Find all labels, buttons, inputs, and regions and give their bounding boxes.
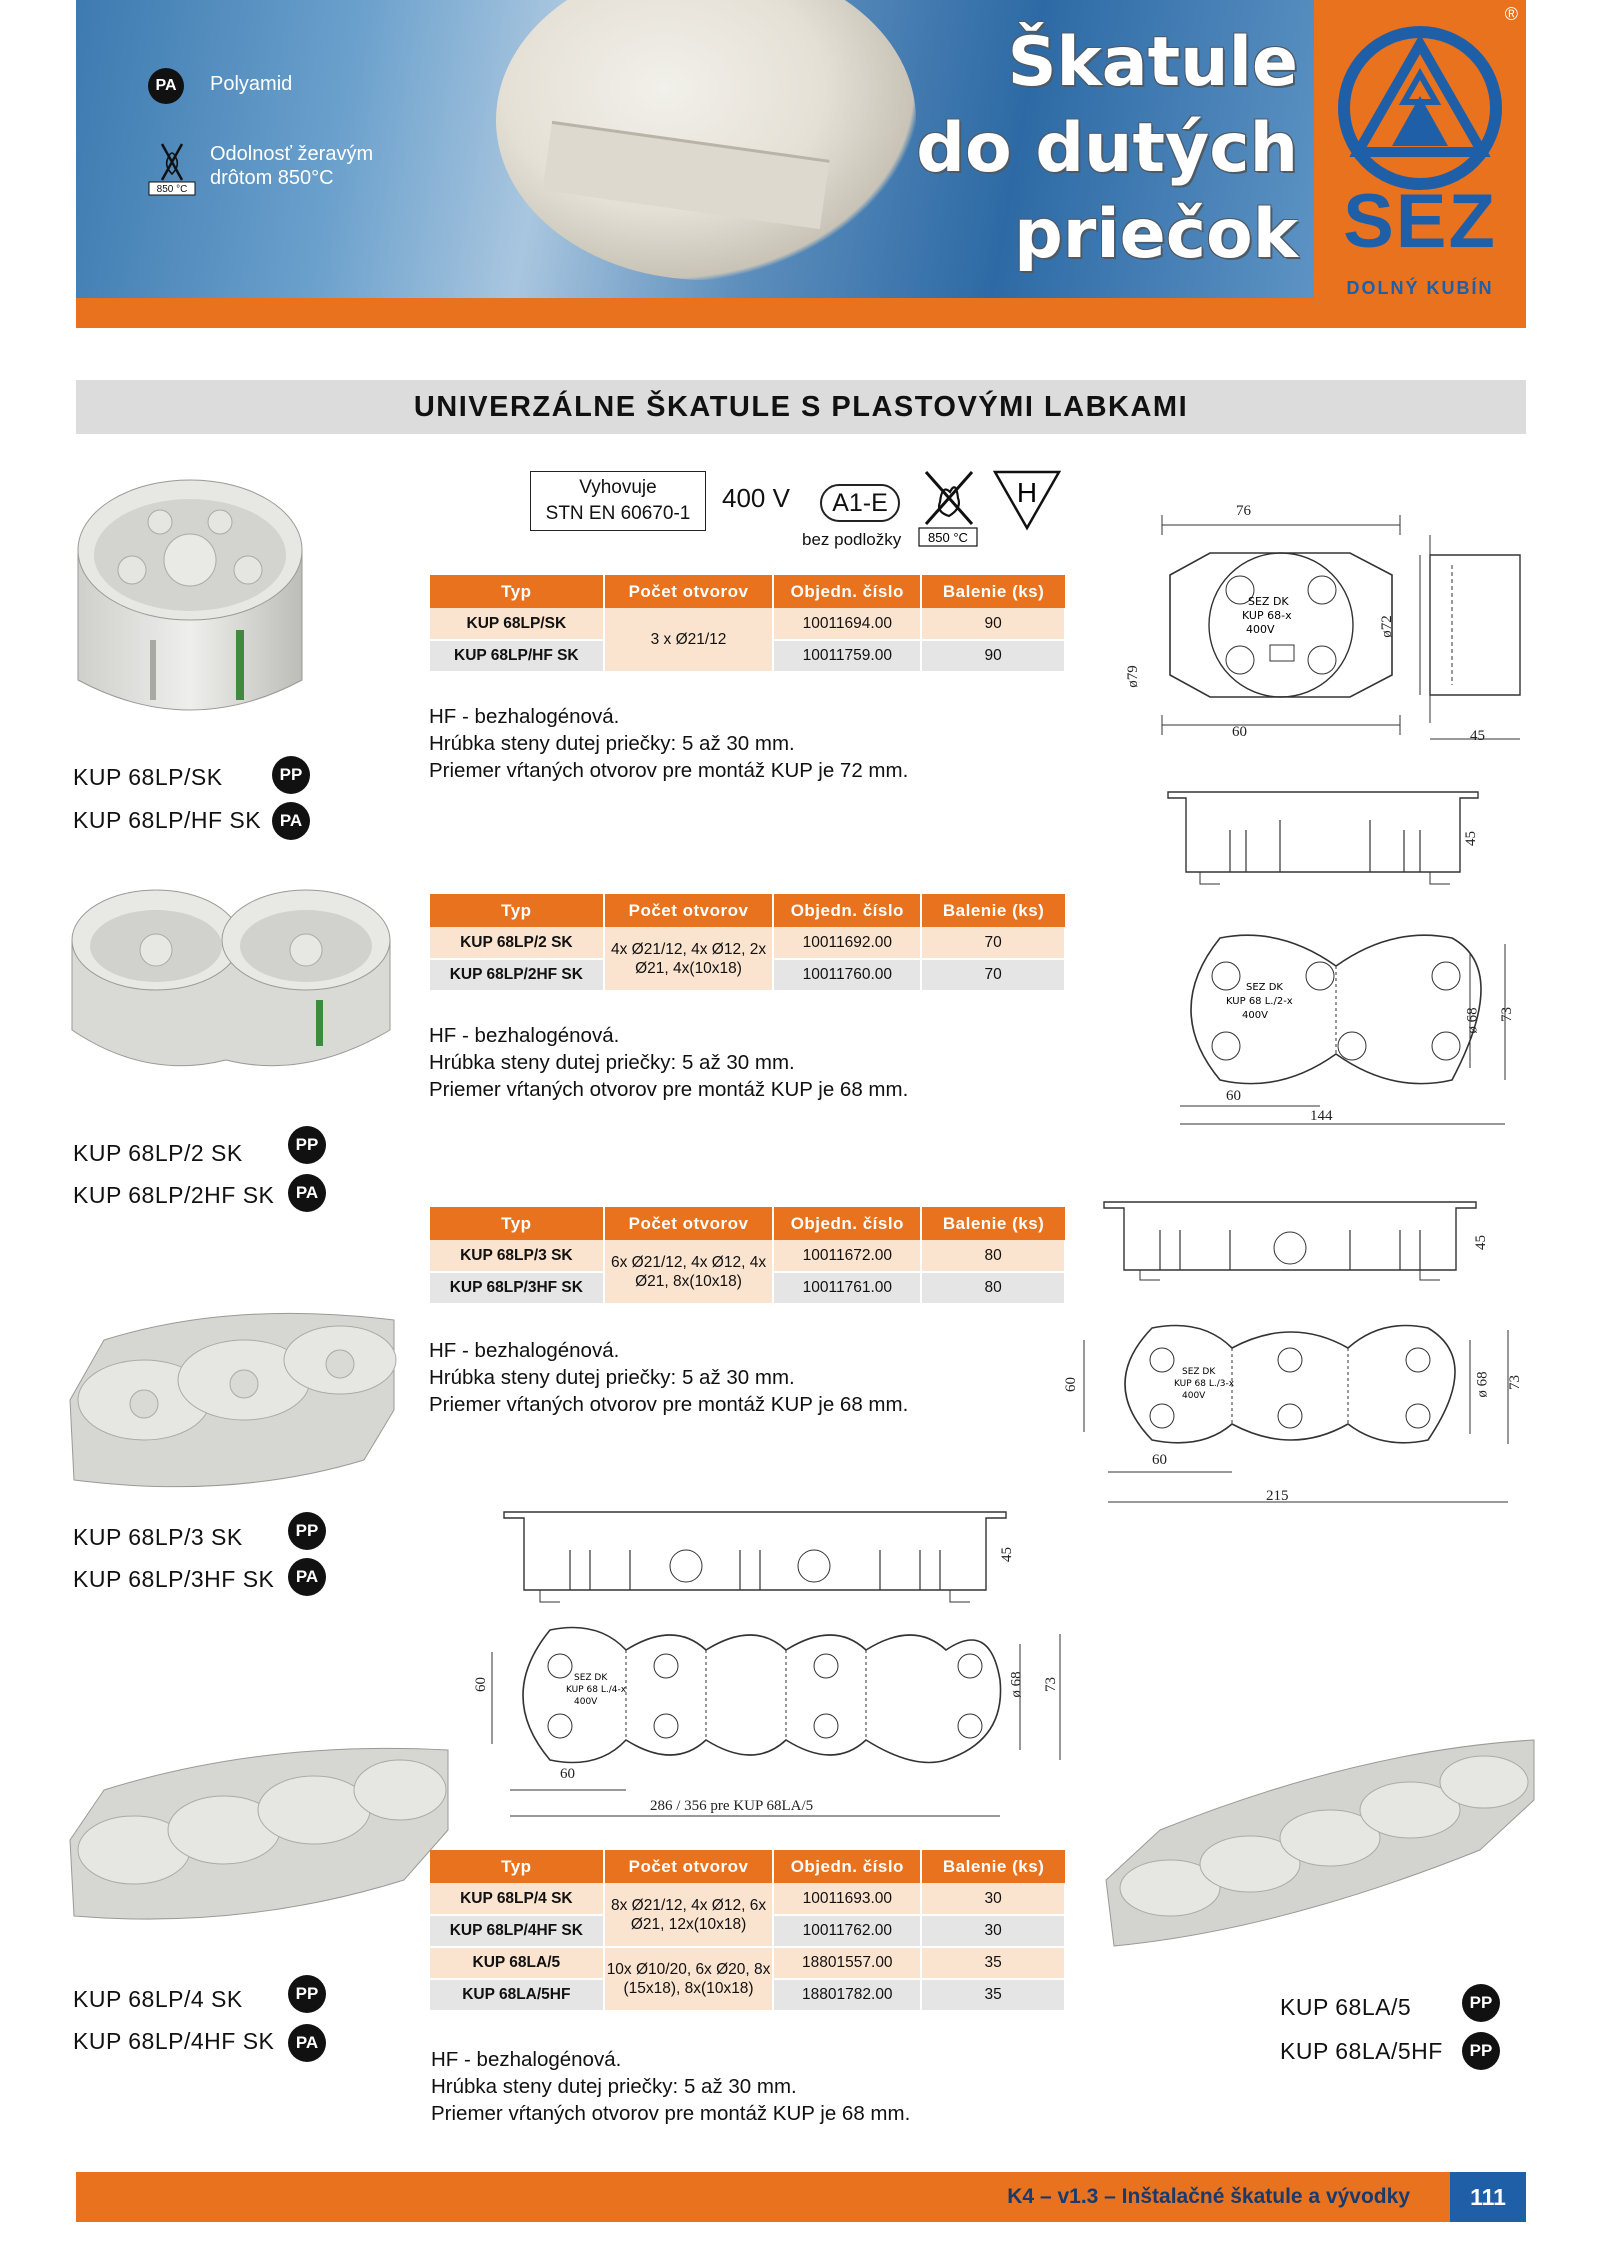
col-pack: Balenie (ks) bbox=[921, 575, 1065, 608]
material-badge: PP bbox=[288, 1975, 326, 2013]
cell-holes: 6x Ø21/12, 4x Ø12, 4x Ø21, 8x(10x18) bbox=[604, 1240, 774, 1304]
note-line: Priemer vŕtaných otvorov pre montáž KUP je 72 mm. bbox=[429, 759, 909, 782]
cell-pack: 30 bbox=[921, 1883, 1065, 1915]
product-label: KUP 68LP/SK bbox=[73, 764, 223, 790]
cell-type: KUP 68LA/5 bbox=[430, 1947, 604, 1979]
flame-icon bbox=[918, 468, 980, 553]
table-row bbox=[430, 1947, 1065, 1979]
cell-type: KUP 68LA/5HF bbox=[430, 1979, 604, 2011]
product-label: KUP 68LA/5HF bbox=[1280, 2038, 1443, 2064]
col-holes: Počet otvorov bbox=[604, 575, 774, 608]
title-line3: priečok bbox=[1014, 195, 1298, 274]
col-holes: Počet otvorov bbox=[604, 1207, 774, 1240]
dim-286: 286 / 356 pre KUP 68LA/5 bbox=[650, 1798, 814, 1814]
dim-side-45: 45 bbox=[1463, 831, 1479, 846]
legend-wire-line1: Odolnosť žeravým bbox=[210, 143, 374, 165]
standard-box bbox=[530, 471, 706, 531]
product-label: KUP 68LP/4HF SK bbox=[73, 2028, 275, 2054]
product-label: KUP 68LA/5 bbox=[1280, 1994, 1412, 2020]
product-table-1 bbox=[430, 575, 1066, 673]
col-pack: Balenie (ks) bbox=[921, 1207, 1065, 1240]
cell-pack: 80 bbox=[921, 1272, 1065, 1304]
svg-text:400V: 400V bbox=[1182, 1391, 1206, 1401]
cell-pack: 90 bbox=[921, 608, 1065, 640]
product-notes-3 bbox=[429, 1337, 908, 1418]
note-line: Hrúbka steny dutej priečky: 5 až 30 mm. bbox=[429, 732, 795, 755]
svg-text:KUP 68 L./2-x: KUP 68 L./2-x bbox=[1226, 996, 1293, 1007]
cell-pack: 30 bbox=[921, 1915, 1065, 1947]
drawing-68lp-side bbox=[1160, 790, 1490, 895]
logo-sez-text: SEZ bbox=[1343, 179, 1497, 264]
dim-side-45: 45 bbox=[1473, 1235, 1489, 1250]
note-line: HF - bezhalogénová. bbox=[429, 705, 620, 728]
legend-wire-text bbox=[210, 142, 373, 190]
dim-d68: ø 68 bbox=[1008, 1671, 1025, 1698]
legend-wire-line2: drôtom 850°C bbox=[210, 167, 334, 189]
product-notes-1 bbox=[429, 703, 908, 784]
cell-pack: 35 bbox=[921, 1947, 1065, 1979]
dim-pitch-60: 60 bbox=[1226, 1088, 1241, 1104]
cell-pack: 70 bbox=[921, 959, 1065, 991]
page-header bbox=[76, 0, 1526, 325]
svg-text:H: H bbox=[1016, 477, 1038, 508]
class-note: bez podložky bbox=[802, 530, 902, 549]
note-line: HF - bezhalogénová. bbox=[429, 1339, 620, 1362]
svg-text:850 °C: 850 °C bbox=[928, 530, 968, 545]
dim-73: 73 bbox=[1499, 1007, 1515, 1022]
product-label: KUP 68LP/2HF SK bbox=[73, 1182, 275, 1208]
cell-type: KUP 68LP/3HF SK bbox=[430, 1272, 604, 1304]
dim-d68: ø 68 bbox=[1474, 1371, 1491, 1398]
material-badge: PP bbox=[1462, 1984, 1500, 2022]
title-line1: Škatule bbox=[1007, 23, 1298, 102]
svg-text:SEZ DK: SEZ DK bbox=[1182, 1367, 1216, 1377]
cell-order: 10011694.00 bbox=[773, 608, 921, 640]
page-footer bbox=[0, 2172, 1600, 2263]
dim-side-60: 60 bbox=[1063, 1377, 1079, 1392]
col-pack: Balenie (ks) bbox=[921, 894, 1065, 927]
registered-mark: ® bbox=[1504, 4, 1518, 24]
footer-text: K4 – v1.3 – Inštalačné škatule a vývodky bbox=[1007, 2185, 1410, 2208]
legend-pa-text: Polyamid bbox=[210, 73, 293, 95]
svg-text:850 °C: 850 °C bbox=[156, 184, 188, 195]
table-row bbox=[430, 927, 1065, 959]
product-label: KUP 68LP/4 SK bbox=[73, 1986, 243, 2012]
cell-type: KUP 68LP/4 SK bbox=[430, 1883, 604, 1915]
dim-73: 73 bbox=[1043, 1677, 1059, 1692]
cell-order: 18801557.00 bbox=[773, 1947, 921, 1979]
cell-holes: 10x Ø10/20, 6x Ø20, 8x (15x18), 8x(10x18) bbox=[604, 1947, 774, 2011]
col-order: Objedn. číslo bbox=[773, 1207, 921, 1240]
cell-order: 10011760.00 bbox=[773, 959, 921, 991]
h-triangle-icon bbox=[992, 468, 1062, 537]
drawing-68lp4-side bbox=[500, 1510, 1010, 1615]
dim-76: 76 bbox=[1236, 503, 1251, 519]
sez-logo bbox=[1314, 0, 1526, 298]
dim-pitch-60: 60 bbox=[560, 1766, 575, 1782]
material-badge: PA bbox=[288, 2024, 326, 2062]
cell-order: 10011693.00 bbox=[773, 1883, 921, 1915]
material-badge: PA bbox=[288, 1558, 326, 1596]
product-label: KUP 68LP/3 SK bbox=[73, 1524, 243, 1550]
dim-side-60: 60 bbox=[473, 1677, 489, 1692]
drawing-68lp3-top bbox=[1082, 1320, 1522, 1515]
drawing-68lp-top bbox=[1130, 495, 1530, 760]
product-label: KUP 68LP/HF SK bbox=[73, 807, 262, 833]
product-label: KUP 68LP/2 SK bbox=[73, 1140, 243, 1166]
dim-side-45: 45 bbox=[999, 1547, 1015, 1562]
col-pack: Balenie (ks) bbox=[921, 1850, 1065, 1883]
svg-text:400V: 400V bbox=[1246, 623, 1275, 636]
dim-45: 45 bbox=[1470, 728, 1485, 744]
drawing-68lp2-side bbox=[1100, 1200, 1480, 1291]
col-type: Typ bbox=[430, 1207, 604, 1240]
product-table-4 bbox=[430, 1850, 1066, 2012]
product-photo-68lp4 bbox=[64, 1720, 454, 1935]
table-row bbox=[430, 1240, 1065, 1272]
note-line: Priemer vŕtaných otvorov pre montáž KUP je 68 mm. bbox=[429, 1393, 909, 1416]
voltage-rating: 400 V bbox=[722, 483, 790, 513]
page-number: 111 bbox=[1450, 2172, 1526, 2222]
cell-type: KUP 68LP/2HF SK bbox=[430, 959, 604, 991]
svg-text:SEZ DK: SEZ DK bbox=[1246, 982, 1283, 993]
product-photo-68la5 bbox=[1100, 1720, 1540, 1955]
drawing-68lp4-top bbox=[470, 1620, 1070, 1825]
material-badge: PA bbox=[288, 1174, 326, 1212]
cell-order: 10011761.00 bbox=[773, 1272, 921, 1304]
sez-logo-icon bbox=[1336, 24, 1504, 192]
dim-d79: ø79 bbox=[1124, 665, 1141, 688]
cell-order: 10011692.00 bbox=[773, 927, 921, 959]
product-photo-68lp2 bbox=[66, 880, 396, 1085]
note-line: Hrúbka steny dutej priečky: 5 až 30 mm. bbox=[429, 1051, 795, 1074]
note-line: Priemer vŕtaných otvorov pre montáž KUP je 68 mm. bbox=[431, 2102, 911, 2125]
col-type: Typ bbox=[430, 894, 604, 927]
svg-text:KUP 68 L./4-x: KUP 68 L./4-x bbox=[566, 1685, 627, 1695]
cell-type: KUP 68LP/HF SK bbox=[430, 640, 604, 672]
col-type: Typ bbox=[430, 1850, 604, 1883]
dim-215: 215 bbox=[1266, 1488, 1289, 1504]
logo-city-text: DOLNÝ KUBÍN bbox=[1346, 278, 1494, 298]
cell-pack: 80 bbox=[921, 1240, 1065, 1272]
title-line2: do dutých bbox=[916, 109, 1298, 188]
dim-d68: ø 68 bbox=[1464, 1007, 1481, 1034]
dim-60: 60 bbox=[1232, 724, 1247, 740]
note-line: HF - bezhalogénová. bbox=[431, 2048, 622, 2071]
material-badge: PP bbox=[288, 1126, 326, 1164]
product-photo-68lp3 bbox=[64, 1290, 400, 1505]
cell-order: 18801782.00 bbox=[773, 1979, 921, 2011]
product-notes-2 bbox=[429, 1022, 908, 1103]
dim-73: 73 bbox=[1507, 1375, 1523, 1390]
cell-holes: 4x Ø21/12, 4x Ø12, 2x Ø21, 4x(10x18) bbox=[604, 927, 774, 991]
product-label: KUP 68LP/3HF SK bbox=[73, 1566, 275, 1592]
note-line: Hrúbka steny dutej priečky: 5 až 30 mm. bbox=[431, 2075, 797, 2098]
dim-pitch-60: 60 bbox=[1152, 1452, 1167, 1468]
section-title: UNIVERZÁLNE ŠKATULE S PLASTOVÝMI LABKAMI bbox=[76, 380, 1526, 434]
cell-holes: 8x Ø21/12, 4x Ø12, 6x Ø21, 12x(10x18) bbox=[604, 1883, 774, 1947]
standard-line1: Vyhovuje bbox=[579, 477, 657, 498]
note-line: HF - bezhalogénová. bbox=[429, 1024, 620, 1047]
cell-type: KUP 68LP/4HF SK bbox=[430, 1915, 604, 1947]
col-holes: Počet otvorov bbox=[604, 894, 774, 927]
col-order: Objedn. číslo bbox=[773, 894, 921, 927]
svg-text:400V: 400V bbox=[1242, 1010, 1268, 1021]
table-row bbox=[430, 608, 1065, 640]
product-photo-68lp bbox=[70, 460, 310, 745]
cell-type: KUP 68LP/3 SK bbox=[430, 1240, 604, 1272]
page-title bbox=[916, 20, 1298, 278]
standard-line2: STN EN 60670-1 bbox=[545, 503, 691, 524]
svg-text:KUP 68 L./3-x: KUP 68 L./3-x bbox=[1174, 1379, 1235, 1389]
material-badge: PP bbox=[288, 1512, 326, 1550]
header-orange-band bbox=[76, 298, 1526, 328]
col-order: Objedn. číslo bbox=[773, 575, 921, 608]
cell-type: KUP 68LP/SK bbox=[430, 608, 604, 640]
cell-order: 10011762.00 bbox=[773, 1915, 921, 1947]
cell-pack: 70 bbox=[921, 927, 1065, 959]
cell-order: 10011759.00 bbox=[773, 640, 921, 672]
class-rating: A1-E bbox=[820, 484, 900, 522]
cell-pack: 90 bbox=[921, 640, 1065, 672]
svg-text:SEZ DK: SEZ DK bbox=[1248, 595, 1289, 608]
col-order: Objedn. číslo bbox=[773, 1850, 921, 1883]
svg-text:KUP 68-x: KUP 68-x bbox=[1242, 609, 1292, 622]
svg-text:400V: 400V bbox=[574, 1697, 598, 1707]
pa-badge: PA bbox=[148, 68, 184, 104]
col-holes: Počet otvorov bbox=[604, 1850, 774, 1883]
material-badge: PP bbox=[1462, 2032, 1500, 2070]
cell-pack: 35 bbox=[921, 1979, 1065, 2011]
note-line: Hrúbka steny dutej priečky: 5 až 30 mm. bbox=[429, 1366, 795, 1389]
svg-text:SEZ DK: SEZ DK bbox=[574, 1673, 608, 1683]
cell-holes: 3 x Ø21/12 bbox=[604, 608, 774, 672]
cell-type: KUP 68LP/2 SK bbox=[430, 927, 604, 959]
product-table-3 bbox=[430, 1207, 1066, 1305]
product-table-2 bbox=[430, 894, 1066, 992]
note-line: Priemer vŕtaných otvorov pre montáž KUP je 68 mm. bbox=[429, 1078, 909, 1101]
dim-144: 144 bbox=[1310, 1108, 1333, 1124]
product-notes-4 bbox=[431, 2046, 910, 2127]
material-badge: PP bbox=[272, 756, 310, 794]
table-row bbox=[430, 1883, 1065, 1915]
col-type: Typ bbox=[430, 575, 604, 608]
cell-order: 10011672.00 bbox=[773, 1240, 921, 1272]
glow-wire-icon bbox=[148, 140, 196, 201]
material-badge: PA bbox=[272, 802, 310, 840]
dim-d72: ø72 bbox=[1378, 615, 1395, 638]
